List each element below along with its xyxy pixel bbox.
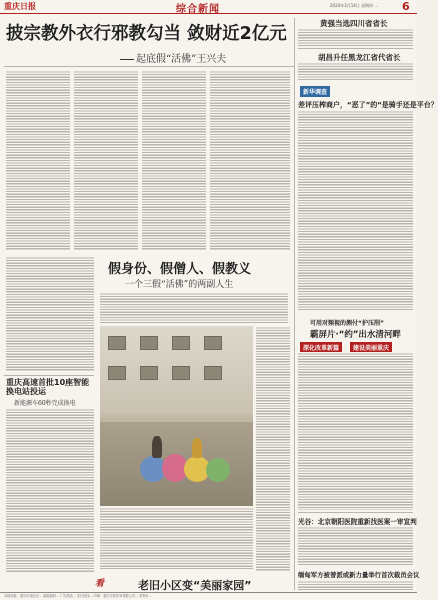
column-divider (294, 18, 295, 590)
sidebar-text-3 (298, 110, 413, 310)
section-title: 综合新闻 (176, 4, 220, 15)
issue-date: 2024年3月14日 星期四 ... (330, 3, 379, 8)
news-tag: 建设美丽重庆 (350, 342, 392, 353)
left-story-subheadline: 新能源车60秒完成换电 (14, 400, 76, 407)
play-tube (206, 458, 230, 482)
body-text-col1 (6, 70, 70, 250)
sidebar-headline-2: 胡昌升任黑龙江省代省长 (318, 53, 401, 62)
masthead (0, 0, 417, 14)
playground-photo (100, 326, 253, 506)
page-number: 6 (402, 0, 410, 13)
window (140, 336, 158, 350)
photo-story-title: 老旧小区变“美丽家园” (138, 579, 252, 592)
body-text-col2 (74, 70, 138, 250)
sidebar-text-1 (298, 28, 413, 46)
photo-caption (100, 507, 253, 569)
sidebar-text-2 (298, 62, 413, 80)
divider (298, 512, 413, 513)
sidebar-headline-7: 缅甸军方被曾派或新力量举行首次裁员会议 (298, 571, 420, 579)
sidebar-headline-6: 光谷：北京朝阳医院重新找医案一审宣判 (298, 518, 417, 526)
window (204, 336, 222, 350)
sidebar-text-4 (298, 352, 413, 510)
sidebar-headline-3: 差评压榨商户，“恶了”的“是骑手还是平台？ (298, 101, 438, 109)
news-tag: 深化改革新篇 (300, 342, 342, 353)
sidebar-headline-5: 霸屏片·“约”出水清河畔 (310, 330, 401, 340)
paper-logo: 重庆日报 (4, 1, 36, 11)
divider (4, 375, 94, 376)
divider (298, 48, 413, 49)
child-figure (192, 438, 202, 458)
photo-section-logo: 看 (95, 579, 105, 589)
sidebar-headline-1: 黄强当选四川省省长 (320, 19, 388, 28)
window (204, 366, 222, 380)
body-text-col4 (210, 70, 290, 250)
sidebar-headline-4: 可用对频视的测付“护压削” (310, 320, 384, 327)
page-footer: 本报地址：重庆市渝北区... 邮政编码... 广告热线... 发行热线... 印刷：重庆日报印务有限公司... 零售价... (0, 592, 417, 600)
news-tag: 新华调查 (300, 86, 330, 97)
main-headline: 披宗教外衣行邪教勾当 敛财近2亿元 (6, 24, 287, 44)
window (172, 336, 190, 350)
left-story-headline (6, 378, 94, 396)
body-text-left-col (6, 256, 94, 372)
child-figure (152, 436, 162, 458)
window (108, 366, 126, 380)
sidebar-text-7 (298, 580, 413, 590)
window (140, 366, 158, 380)
body-text-col3 (142, 70, 206, 250)
left-story-text (6, 408, 94, 572)
second-subheadline: 一个三假“活佛”的两副人生 (125, 280, 234, 290)
sidebar-text-6 (298, 526, 413, 566)
main-subheadline: 起底假“活佛”王兴夫 (120, 50, 226, 65)
second-headline: 假身份、假僧人、假教义 (108, 262, 252, 277)
divider (4, 66, 294, 67)
left-story-headline-text: 重庆高速首批10座智能换电站投运 (6, 378, 90, 396)
window (172, 366, 190, 380)
window (108, 336, 126, 350)
second-story-text-right (256, 326, 290, 572)
second-story-text (100, 292, 288, 324)
